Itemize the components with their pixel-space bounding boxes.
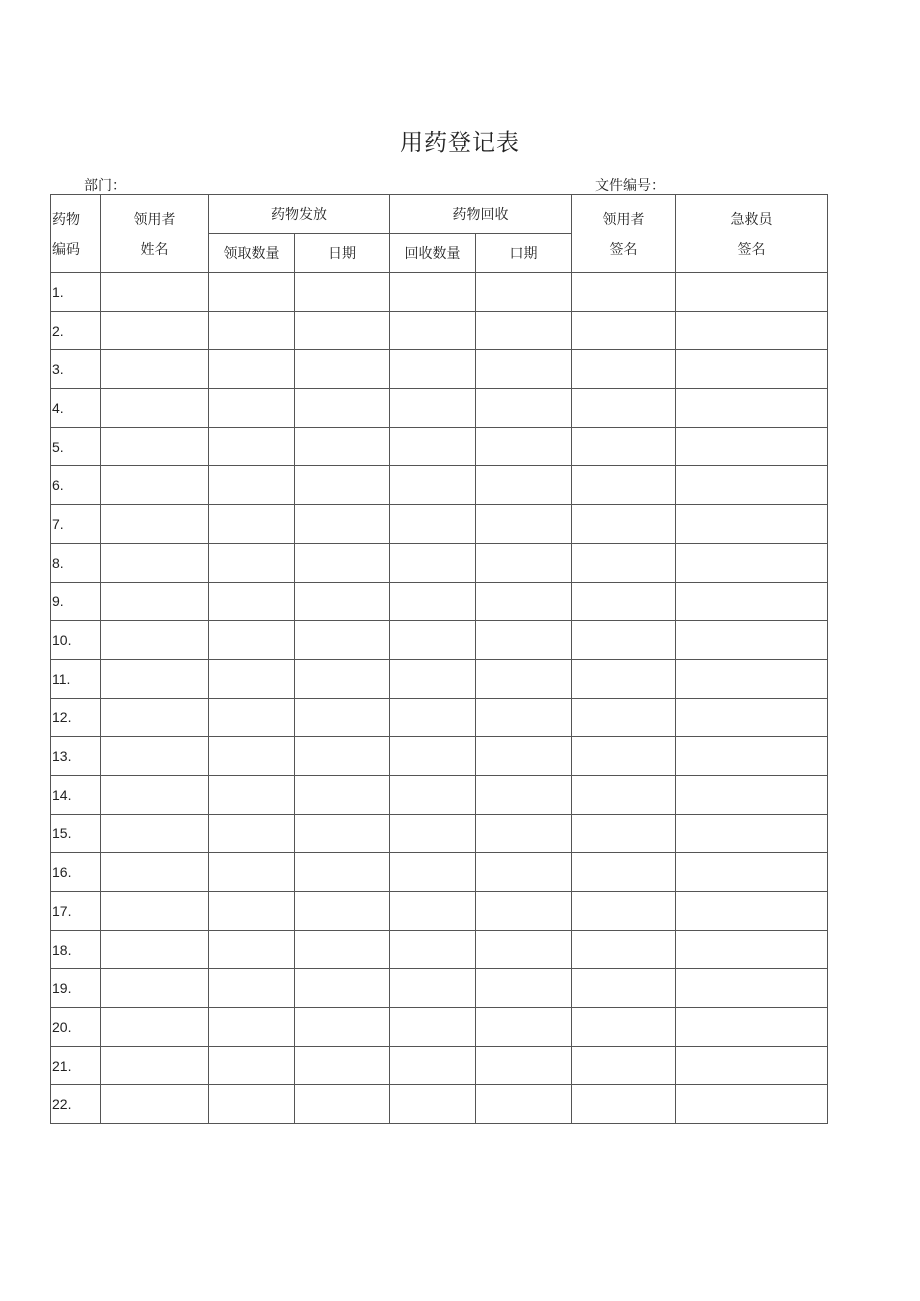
return-date-cell[interactable]	[476, 930, 572, 969]
issue-quantity-cell[interactable]	[209, 621, 295, 660]
recipient-signature-cell[interactable]	[572, 930, 676, 969]
firstaider-signature-cell[interactable]	[676, 892, 828, 931]
return-quantity-cell[interactable]	[390, 311, 476, 350]
issue-quantity-cell[interactable]	[209, 350, 295, 389]
recipient-name-cell[interactable]	[101, 311, 209, 350]
recipient-signature-cell[interactable]	[572, 350, 676, 389]
issue-date-cell[interactable]	[295, 273, 390, 312]
issue-date-cell[interactable]	[295, 969, 390, 1008]
recipient-signature-cell[interactable]	[572, 969, 676, 1008]
row-number: 22.	[51, 1085, 101, 1124]
firstaider-signature-cell[interactable]	[676, 775, 828, 814]
row-number: 13.	[51, 737, 101, 776]
table-row	[51, 350, 828, 389]
issue-date-cell[interactable]	[295, 814, 390, 853]
issue-quantity-cell[interactable]	[209, 389, 295, 428]
header-firstaider-signature	[676, 195, 828, 273]
firstaider-signature-cell[interactable]	[676, 1008, 828, 1047]
issue-date-cell[interactable]	[295, 350, 390, 389]
page-title: 用药登记表	[400, 130, 520, 156]
return-quantity-cell[interactable]	[390, 582, 476, 621]
row-number: 9.	[51, 582, 101, 621]
row-number: 6.	[51, 466, 101, 505]
row-number: 17.	[51, 892, 101, 931]
firstaider-signature-cell[interactable]	[676, 930, 828, 969]
issue-date-cell[interactable]	[295, 582, 390, 621]
return-date-cell[interactable]	[476, 543, 572, 582]
header-return-date: 口期	[476, 234, 572, 273]
firstaider-signature-cell[interactable]	[676, 1085, 828, 1124]
return-quantity-cell[interactable]	[390, 466, 476, 505]
issue-quantity-cell[interactable]	[209, 582, 295, 621]
issue-quantity-cell[interactable]	[209, 273, 295, 312]
issue-quantity-cell[interactable]	[209, 466, 295, 505]
return-quantity-cell[interactable]	[390, 853, 476, 892]
table-row	[51, 543, 828, 582]
return-date-cell[interactable]	[476, 427, 572, 466]
return-quantity-cell[interactable]	[390, 1008, 476, 1047]
return-date-cell[interactable]	[476, 466, 572, 505]
table-row	[51, 814, 828, 853]
return-quantity-cell[interactable]	[390, 543, 476, 582]
recipient-signature-cell[interactable]	[572, 582, 676, 621]
table-row	[51, 1046, 828, 1085]
issue-date-cell[interactable]	[295, 427, 390, 466]
firstaider-signature-cell[interactable]	[676, 273, 828, 312]
firstaider-signature-cell[interactable]	[676, 427, 828, 466]
table-row	[51, 621, 828, 660]
recipient-signature-cell[interactable]	[572, 853, 676, 892]
recipient-signature-cell[interactable]	[572, 621, 676, 660]
header-recipient-name	[101, 195, 209, 273]
table-row	[51, 892, 828, 931]
return-quantity-cell[interactable]	[390, 775, 476, 814]
issue-quantity-cell[interactable]	[209, 892, 295, 931]
recipient-name-cell[interactable]	[101, 273, 209, 312]
issue-quantity-cell[interactable]	[209, 311, 295, 350]
return-quantity-cell[interactable]	[390, 1046, 476, 1085]
recipient-signature-cell[interactable]	[572, 892, 676, 931]
recipient-signature-cell[interactable]	[572, 814, 676, 853]
recipient-name-cell[interactable]	[101, 466, 209, 505]
return-quantity-cell[interactable]	[390, 892, 476, 931]
header-drug-code	[51, 195, 101, 273]
table-row	[51, 273, 828, 312]
file-number-label: 文件编号：	[595, 178, 665, 194]
issue-date-cell[interactable]	[295, 311, 390, 350]
issue-date-cell[interactable]	[295, 466, 390, 505]
issue-date-cell[interactable]	[295, 698, 390, 737]
recipient-name-cell[interactable]	[101, 543, 209, 582]
recipient-signature-cell[interactable]	[572, 698, 676, 737]
recipient-signature-cell[interactable]	[572, 1085, 676, 1124]
issue-quantity-cell[interactable]	[209, 427, 295, 466]
return-quantity-cell[interactable]	[390, 621, 476, 660]
department-label: 部门：	[84, 178, 126, 194]
recipient-signature-cell[interactable]	[572, 543, 676, 582]
header-drug-code-line2: 编码	[52, 241, 80, 258]
row-number: 18.	[51, 930, 101, 969]
medication-register-table	[50, 194, 828, 1124]
firstaider-signature-cell[interactable]	[676, 466, 828, 505]
firstaider-signature-cell[interactable]	[676, 737, 828, 776]
firstaider-signature-cell[interactable]	[676, 969, 828, 1008]
row-number: 10.	[51, 621, 101, 660]
return-date-cell[interactable]	[476, 892, 572, 931]
return-quantity-cell[interactable]	[390, 930, 476, 969]
issue-quantity-cell[interactable]	[209, 737, 295, 776]
issue-quantity-cell[interactable]	[209, 698, 295, 737]
issue-quantity-cell[interactable]	[209, 1008, 295, 1047]
recipient-signature-cell[interactable]	[572, 389, 676, 428]
header-recipient-signature-line1: 领用者	[602, 211, 645, 228]
row-number: 3.	[51, 350, 101, 389]
firstaider-signature-cell[interactable]	[676, 1046, 828, 1085]
recipient-name-cell[interactable]	[101, 1046, 209, 1085]
return-date-cell[interactable]	[476, 853, 572, 892]
issue-date-cell[interactable]	[295, 659, 390, 698]
row-number: 19.	[51, 969, 101, 1008]
row-number: 11.	[51, 659, 101, 698]
return-date-cell[interactable]	[476, 273, 572, 312]
table-row	[51, 775, 828, 814]
header-recipient-name-line2: 姓名	[140, 241, 169, 258]
table-row	[51, 853, 828, 892]
row-number: 20.	[51, 1008, 101, 1047]
return-quantity-cell[interactable]	[390, 350, 476, 389]
recipient-signature-cell[interactable]	[572, 1046, 676, 1085]
return-quantity-cell[interactable]	[390, 505, 476, 544]
return-date-cell[interactable]	[476, 505, 572, 544]
issue-date-cell[interactable]	[295, 853, 390, 892]
issue-date-cell[interactable]	[295, 892, 390, 931]
table-row	[51, 582, 828, 621]
recipient-signature-cell[interactable]	[572, 427, 676, 466]
firstaider-signature-cell[interactable]	[676, 389, 828, 428]
firstaider-signature-cell[interactable]	[676, 350, 828, 389]
table-row	[51, 659, 828, 698]
issue-quantity-cell[interactable]	[209, 659, 295, 698]
issue-quantity-cell[interactable]	[209, 543, 295, 582]
issue-date-cell[interactable]	[295, 543, 390, 582]
recipient-name-cell[interactable]	[101, 582, 209, 621]
recipient-name-cell[interactable]	[101, 737, 209, 776]
issue-date-cell[interactable]	[295, 775, 390, 814]
table-row	[51, 930, 828, 969]
recipient-name-cell[interactable]	[101, 1008, 209, 1047]
return-date-cell[interactable]	[476, 969, 572, 1008]
header-recipient-name-line1: 领用者	[133, 211, 176, 228]
firstaider-signature-cell[interactable]	[676, 621, 828, 660]
issue-date-cell[interactable]	[295, 737, 390, 776]
return-date-cell[interactable]	[476, 737, 572, 776]
issue-quantity-cell[interactable]	[209, 505, 295, 544]
issue-quantity-cell[interactable]	[209, 969, 295, 1008]
return-quantity-cell[interactable]	[390, 273, 476, 312]
firstaider-signature-cell[interactable]	[676, 698, 828, 737]
table-row	[51, 698, 828, 737]
recipient-name-cell[interactable]	[101, 621, 209, 660]
table-row	[51, 389, 828, 428]
issue-quantity-cell[interactable]	[209, 1085, 295, 1124]
table-row	[51, 427, 828, 466]
firstaider-signature-cell[interactable]	[676, 853, 828, 892]
return-date-cell[interactable]	[476, 1008, 572, 1047]
row-number: 12.	[51, 698, 101, 737]
issue-date-cell[interactable]	[295, 1085, 390, 1124]
row-number: 21.	[51, 1046, 101, 1085]
issue-date-cell[interactable]	[295, 505, 390, 544]
header-return-quantity: 回收数量	[390, 234, 476, 273]
row-number: 2.	[51, 311, 101, 350]
row-number: 8.	[51, 543, 101, 582]
recipient-name-cell[interactable]	[101, 814, 209, 853]
recipient-name-cell[interactable]	[101, 775, 209, 814]
issue-date-cell[interactable]	[295, 1008, 390, 1047]
row-number: 1.	[51, 273, 101, 312]
row-number: 15.	[51, 814, 101, 853]
row-number: 5.	[51, 427, 101, 466]
issue-date-cell[interactable]	[295, 1046, 390, 1085]
return-date-cell[interactable]	[476, 814, 572, 853]
recipient-signature-cell[interactable]	[572, 466, 676, 505]
header-row-1	[51, 195, 828, 234]
header-issue-quantity: 领取数量	[209, 234, 295, 273]
firstaider-signature-cell[interactable]	[676, 659, 828, 698]
table-row	[51, 969, 828, 1008]
firstaider-signature-cell[interactable]	[676, 311, 828, 350]
table-row	[51, 737, 828, 776]
recipient-signature-cell[interactable]	[572, 659, 676, 698]
recipient-name-cell[interactable]	[101, 892, 209, 931]
header-firstaider-signature-line1: 急救员	[730, 211, 773, 228]
return-quantity-cell[interactable]	[390, 969, 476, 1008]
table-row	[51, 466, 828, 505]
return-date-cell[interactable]	[476, 311, 572, 350]
return-quantity-cell[interactable]	[390, 427, 476, 466]
header-drug-return: 药物回收	[390, 195, 572, 234]
header-drug-issue: 药物发放	[209, 195, 390, 234]
recipient-name-cell[interactable]	[101, 659, 209, 698]
issue-date-cell[interactable]	[295, 621, 390, 660]
recipient-signature-cell[interactable]	[572, 311, 676, 350]
issue-date-cell[interactable]	[295, 389, 390, 428]
return-quantity-cell[interactable]	[390, 814, 476, 853]
return-date-cell[interactable]	[476, 582, 572, 621]
recipient-signature-cell[interactable]	[572, 775, 676, 814]
row-number: 14.	[51, 775, 101, 814]
recipient-name-cell[interactable]	[101, 853, 209, 892]
return-date-cell[interactable]	[476, 698, 572, 737]
return-date-cell[interactable]	[476, 621, 572, 660]
table-row	[51, 311, 828, 350]
return-date-cell[interactable]	[476, 659, 572, 698]
return-quantity-cell[interactable]	[390, 698, 476, 737]
recipient-signature-cell[interactable]	[572, 737, 676, 776]
recipient-signature-cell[interactable]	[572, 1008, 676, 1047]
return-date-cell[interactable]	[476, 775, 572, 814]
header-drug-code-line1: 药物	[52, 211, 80, 228]
return-date-cell[interactable]	[476, 389, 572, 428]
recipient-name-cell[interactable]	[101, 350, 209, 389]
issue-quantity-cell[interactable]	[209, 1046, 295, 1085]
return-date-cell[interactable]	[476, 350, 572, 389]
issue-quantity-cell[interactable]	[209, 814, 295, 853]
recipient-name-cell[interactable]	[101, 698, 209, 737]
return-quantity-cell[interactable]	[390, 737, 476, 776]
return-date-cell[interactable]	[476, 1046, 572, 1085]
header-issue-date: 日期	[295, 234, 390, 273]
return-date-cell[interactable]	[476, 1085, 572, 1124]
return-quantity-cell[interactable]	[390, 389, 476, 428]
firstaider-signature-cell[interactable]	[676, 543, 828, 582]
header-firstaider-signature-line2: 签名	[737, 241, 766, 258]
recipient-name-cell[interactable]	[101, 1085, 209, 1124]
row-number: 16.	[51, 853, 101, 892]
header-recipient-signature	[572, 195, 676, 273]
table-row	[51, 505, 828, 544]
issue-date-cell[interactable]	[295, 930, 390, 969]
recipient-signature-cell[interactable]	[572, 505, 676, 544]
recipient-name-cell[interactable]	[101, 505, 209, 544]
row-number: 7.	[51, 505, 101, 544]
table-row	[51, 1008, 828, 1047]
firstaider-signature-cell[interactable]	[676, 814, 828, 853]
table-row	[51, 1085, 828, 1124]
issue-quantity-cell[interactable]	[209, 930, 295, 969]
recipient-name-cell[interactable]	[101, 389, 209, 428]
recipient-name-cell[interactable]	[101, 427, 209, 466]
issue-quantity-cell[interactable]	[209, 775, 295, 814]
row-number: 4.	[51, 389, 101, 428]
header-recipient-signature-line2: 签名	[609, 241, 638, 258]
recipient-name-cell[interactable]	[101, 969, 209, 1008]
issue-quantity-cell[interactable]	[209, 853, 295, 892]
return-quantity-cell[interactable]	[390, 659, 476, 698]
firstaider-signature-cell[interactable]	[676, 582, 828, 621]
recipient-name-cell[interactable]	[101, 930, 209, 969]
firstaider-signature-cell[interactable]	[676, 505, 828, 544]
return-quantity-cell[interactable]	[390, 1085, 476, 1124]
recipient-signature-cell[interactable]	[572, 273, 676, 312]
